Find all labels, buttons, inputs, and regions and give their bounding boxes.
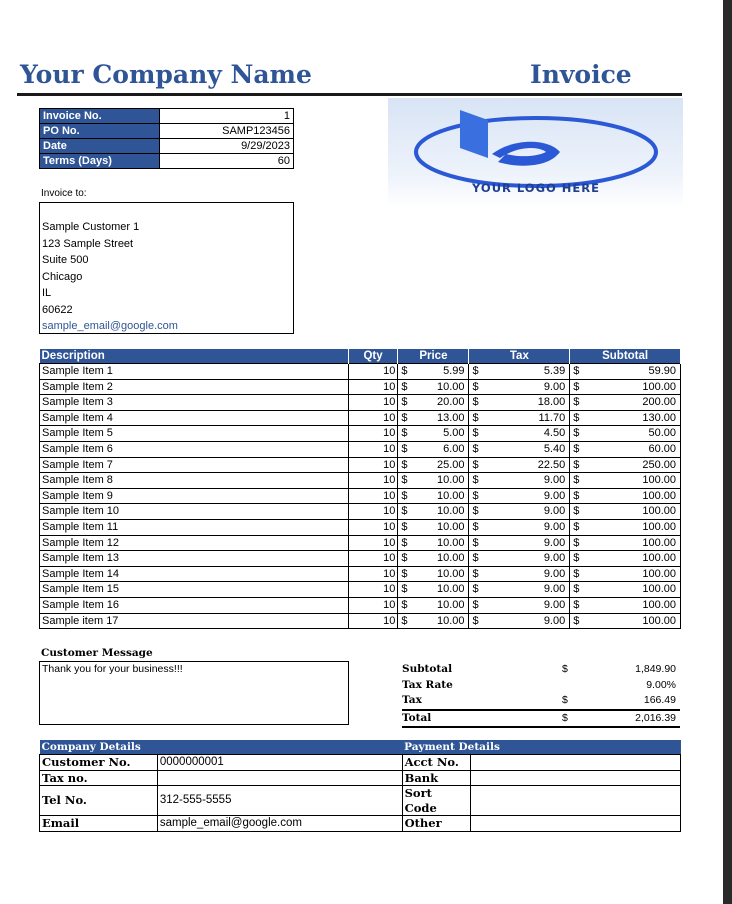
- item-qty: 10: [348, 613, 398, 629]
- currency-symbol: $: [469, 379, 484, 395]
- item-subtotal: 50.00: [585, 426, 680, 442]
- table-row: [40, 379, 681, 395]
- total-row: [402, 710, 680, 728]
- currency-symbol: $: [398, 519, 413, 535]
- invoice-to-label: Invoice to:: [41, 188, 87, 199]
- item-tax: 9.00: [484, 379, 569, 395]
- meta-row-date: [40, 139, 294, 154]
- item-qty: 10: [348, 379, 398, 395]
- table-row: [40, 426, 681, 442]
- items-body: [40, 364, 681, 629]
- customer-message-box: Thank you for your business!!!: [39, 661, 349, 725]
- item-tax: 9.00: [484, 582, 569, 598]
- table-row: [40, 410, 681, 426]
- currency-symbol: $: [398, 364, 413, 380]
- currency-symbol: $: [562, 694, 568, 706]
- company-detail-value: 312-555-5555: [157, 786, 402, 816]
- item-tax: 9.00: [484, 566, 569, 582]
- item-description: Sample Item 3: [40, 395, 349, 411]
- currency-symbol: $: [398, 535, 413, 551]
- item-price: 10.00: [413, 597, 469, 613]
- item-price: 10.00: [413, 613, 469, 629]
- line-items-table: [39, 349, 681, 629]
- item-price: 6.00: [413, 441, 469, 457]
- item-subtotal: 100.00: [585, 379, 680, 395]
- currency-symbol: $: [398, 582, 413, 598]
- customer-message-label: Customer Message: [41, 647, 153, 659]
- item-price: 10.00: [413, 504, 469, 520]
- currency-symbol: $: [398, 597, 413, 613]
- address-line: Suite 500: [42, 254, 89, 266]
- item-qty: 10: [348, 410, 398, 426]
- details-row: [40, 770, 681, 786]
- company-detail-value: sample_email@google.com: [157, 816, 402, 832]
- items-header-row: [40, 349, 681, 364]
- item-qty: 10: [348, 488, 398, 504]
- item-description: Sample Item 16: [40, 597, 349, 613]
- company-detail-label: Tax no.: [40, 770, 158, 786]
- item-subtotal: 100.00: [585, 504, 680, 520]
- currency-symbol: $: [398, 379, 413, 395]
- currency-symbol: $: [570, 597, 585, 613]
- currency-symbol: $: [469, 582, 484, 598]
- currency-symbol-empty: [562, 678, 592, 694]
- billing-address-box: [39, 202, 294, 334]
- item-description: Sample Item 2: [40, 379, 349, 395]
- item-description: Sample Item 7: [40, 457, 349, 473]
- currency-symbol: $: [398, 410, 413, 426]
- table-row: [40, 364, 681, 380]
- item-subtotal: 100.00: [585, 597, 680, 613]
- payment-detail-value: [470, 786, 680, 816]
- details-table: [39, 740, 681, 832]
- item-description: Sample Item 1: [40, 364, 349, 380]
- item-subtotal: 130.00: [585, 410, 680, 426]
- item-price: 10.00: [413, 519, 469, 535]
- invoice-title: Invoice: [530, 60, 632, 89]
- currency-symbol: $: [398, 551, 413, 567]
- table-row: [40, 488, 681, 504]
- currency-symbol: $: [562, 663, 568, 675]
- meta-row-invoice-no: [40, 109, 294, 124]
- address-line: 60622: [42, 303, 73, 316]
- meta-value: 1: [160, 109, 294, 124]
- logo-ring: [416, 118, 656, 186]
- details-row: [40, 786, 681, 816]
- item-qty: 10: [348, 597, 398, 613]
- currency-symbol: $: [469, 410, 484, 426]
- payment-detail-value: [470, 755, 680, 771]
- item-subtotal: 200.00: [585, 395, 680, 411]
- currency-symbol: $: [570, 364, 585, 380]
- table-row: [40, 473, 681, 489]
- total-label: Total: [402, 710, 562, 728]
- item-qty: 10: [348, 535, 398, 551]
- currency-symbol: $: [469, 551, 484, 567]
- company-detail-label: Email: [40, 816, 158, 832]
- logo-text: YOUR LOGO HERE: [472, 181, 600, 195]
- total-value: 2,016.39: [592, 710, 680, 728]
- item-description: Sample Item 9: [40, 488, 349, 504]
- currency-symbol: $: [469, 535, 484, 551]
- item-description: Sample Item 4: [40, 410, 349, 426]
- details-header-row: [40, 740, 681, 755]
- item-qty: 10: [348, 441, 398, 457]
- payment-detail-value: [470, 816, 680, 832]
- currency-symbol: $: [570, 395, 585, 411]
- currency-symbol: $: [570, 566, 585, 582]
- currency-symbol: $: [570, 582, 585, 598]
- item-price: 10.00: [413, 582, 469, 598]
- item-description: Sample Item 13: [40, 551, 349, 567]
- currency-symbol: $: [469, 364, 484, 380]
- table-row: [40, 504, 681, 520]
- item-description: Sample item 17: [40, 613, 349, 629]
- window-edge: [723, 0, 732, 904]
- currency-symbol: $: [469, 613, 484, 629]
- table-row: [40, 566, 681, 582]
- item-tax: 9.00: [484, 613, 569, 629]
- currency-symbol: $: [469, 441, 484, 457]
- item-tax: 5.39: [484, 364, 569, 380]
- table-row: [40, 457, 681, 473]
- item-tax: 9.00: [484, 488, 569, 504]
- logo-graphic: [388, 98, 683, 208]
- currency-symbol: $: [570, 488, 585, 504]
- item-description: Sample Item 11: [40, 519, 349, 535]
- subtotal-row: [402, 662, 680, 678]
- meta-label: Terms (Days): [40, 154, 160, 169]
- col-subtotal: Subtotal: [570, 349, 681, 364]
- table-row: [40, 597, 681, 613]
- item-subtotal: 100.00: [585, 473, 680, 489]
- meta-label: PO No.: [40, 124, 160, 139]
- item-tax: 9.00: [484, 597, 569, 613]
- meta-value: 60: [160, 154, 294, 169]
- logo-block: [460, 110, 488, 158]
- item-subtotal: 100.00: [585, 551, 680, 567]
- currency-symbol: $: [469, 457, 484, 473]
- item-price: 13.00: [413, 410, 469, 426]
- table-row: [40, 395, 681, 411]
- item-subtotal: 100.00: [585, 613, 680, 629]
- currency-symbol: $: [570, 535, 585, 551]
- item-qty: 10: [348, 551, 398, 567]
- payment-detail-label: Bank: [402, 770, 470, 786]
- item-subtotal: 100.00: [585, 582, 680, 598]
- payment-details-title: Payment Details: [402, 740, 680, 755]
- item-qty: 10: [348, 582, 398, 598]
- customer-email[interactable]: sample_email@google.com: [42, 320, 178, 332]
- item-description: Sample Item 14: [40, 566, 349, 582]
- currency-symbol: $: [469, 519, 484, 535]
- item-tax: 9.00: [484, 504, 569, 520]
- currency-symbol: $: [398, 504, 413, 520]
- payment-detail-label: Acct No.: [402, 755, 470, 771]
- tax-rate-row: [402, 678, 680, 694]
- item-description: Sample Item 15: [40, 582, 349, 598]
- currency-symbol: $: [570, 457, 585, 473]
- item-price: 25.00: [413, 457, 469, 473]
- table-row: [40, 613, 681, 629]
- item-qty: 10: [348, 426, 398, 442]
- currency-symbol: $: [562, 710, 592, 728]
- table-row: [40, 441, 681, 457]
- currency-symbol: $: [469, 504, 484, 520]
- company-details-title: Company Details: [40, 740, 403, 755]
- currency-symbol: $: [570, 473, 585, 489]
- item-tax: 11.70: [484, 410, 569, 426]
- item-tax: 9.00: [484, 473, 569, 489]
- tax-rate-label: Tax Rate: [402, 678, 453, 691]
- currency-symbol: $: [570, 551, 585, 567]
- meta-row-terms: [40, 154, 294, 169]
- item-price: 10.00: [413, 551, 469, 567]
- payment-detail-label: Sort Code: [402, 786, 470, 816]
- currency-symbol: $: [469, 488, 484, 504]
- item-price: 20.00: [413, 395, 469, 411]
- details-row: [40, 816, 681, 832]
- item-subtotal: 60.00: [585, 441, 680, 457]
- item-qty: 10: [348, 504, 398, 520]
- item-price: 10.00: [413, 488, 469, 504]
- meta-label: Invoice No.: [40, 109, 160, 124]
- table-row: [40, 535, 681, 551]
- item-tax: 18.00: [484, 395, 569, 411]
- item-description: Sample Item 8: [40, 473, 349, 489]
- item-qty: 10: [348, 566, 398, 582]
- item-subtotal: 100.00: [585, 519, 680, 535]
- table-row: [40, 551, 681, 567]
- currency-symbol: $: [570, 410, 585, 426]
- currency-symbol: $: [398, 613, 413, 629]
- table-row: [40, 519, 681, 535]
- subtotal-label: Subtotal: [402, 663, 453, 675]
- currency-symbol: $: [570, 504, 585, 520]
- item-description: Sample Item 12: [40, 535, 349, 551]
- item-qty: 10: [348, 364, 398, 380]
- col-description: Description: [40, 349, 349, 364]
- meta-label: Date: [40, 139, 160, 154]
- item-price: 10.00: [413, 535, 469, 551]
- currency-symbol: $: [398, 441, 413, 457]
- company-logo: [388, 98, 683, 208]
- meta-value: SAMP123456: [160, 124, 294, 139]
- currency-symbol: $: [570, 426, 585, 442]
- currency-symbol: $: [469, 395, 484, 411]
- item-price: 10.00: [413, 566, 469, 582]
- item-tax: 22.50: [484, 457, 569, 473]
- currency-symbol: $: [398, 457, 413, 473]
- address-line: Sample Customer 1: [42, 221, 140, 233]
- col-qty: Qty: [348, 349, 398, 364]
- details-row: [40, 755, 681, 771]
- currency-symbol: $: [570, 613, 585, 629]
- logo-swoosh: [492, 142, 560, 166]
- meta-value: 9/29/2023: [160, 139, 294, 154]
- currency-symbol: $: [398, 566, 413, 582]
- item-price: 5.00: [413, 426, 469, 442]
- company-detail-label: Customer No.: [40, 755, 158, 771]
- invoice-meta-table: [39, 108, 294, 169]
- col-tax: Tax: [469, 349, 570, 364]
- item-subtotal: 59.90: [585, 364, 680, 380]
- table-row: [40, 582, 681, 598]
- currency-symbol: $: [570, 379, 585, 395]
- tax-rate-value: 9.00%: [646, 678, 676, 691]
- currency-symbol: $: [398, 488, 413, 504]
- header-rule: [17, 93, 682, 96]
- item-tax: 9.00: [484, 535, 569, 551]
- payment-detail-label: Other: [402, 816, 470, 832]
- item-tax: 5.40: [484, 441, 569, 457]
- company-detail-value: 0000000001: [157, 755, 402, 771]
- tax-value: 166.49: [643, 694, 676, 706]
- address-line: Chicago: [42, 270, 83, 283]
- item-tax: 9.00: [484, 551, 569, 567]
- item-qty: 10: [348, 395, 398, 411]
- currency-symbol: $: [398, 473, 413, 489]
- item-description: Sample Item 5: [40, 426, 349, 442]
- currency-symbol: $: [570, 519, 585, 535]
- item-price: 10.00: [413, 473, 469, 489]
- payment-detail-value: [470, 770, 680, 786]
- item-qty: 10: [348, 519, 398, 535]
- item-subtotal: 100.00: [585, 488, 680, 504]
- currency-symbol: $: [398, 426, 413, 442]
- totals-table: [402, 662, 680, 728]
- item-price: 5.99: [413, 364, 469, 380]
- address-line: IL: [42, 287, 52, 299]
- company-detail-label: Tel No.: [40, 786, 158, 816]
- currency-symbol: $: [469, 566, 484, 582]
- item-subtotal: 100.00: [585, 566, 680, 582]
- address-line: 123 Sample Street: [42, 237, 134, 250]
- item-tax: 4.50: [484, 426, 569, 442]
- currency-symbol: $: [469, 597, 484, 613]
- item-description: Sample Item 6: [40, 441, 349, 457]
- meta-row-po-no: [40, 124, 294, 139]
- col-price: Price: [398, 349, 469, 364]
- item-price: 10.00: [413, 379, 469, 395]
- item-description: Sample Item 10: [40, 504, 349, 520]
- item-qty: 10: [348, 457, 398, 473]
- currency-symbol: $: [469, 426, 484, 442]
- subtotal-value: 1,849.90: [635, 663, 676, 675]
- item-tax: 9.00: [484, 519, 569, 535]
- currency-symbol: $: [570, 441, 585, 457]
- item-subtotal: 100.00: [585, 535, 680, 551]
- company-detail-value: [157, 770, 402, 786]
- company-name: Your Company Name: [20, 60, 312, 89]
- item-qty: 10: [348, 473, 398, 489]
- currency-symbol: $: [469, 473, 484, 489]
- currency-symbol: $: [398, 395, 413, 411]
- tax-row: [402, 693, 680, 710]
- tax-label: Tax: [402, 694, 422, 706]
- item-subtotal: 250.00: [585, 457, 680, 473]
